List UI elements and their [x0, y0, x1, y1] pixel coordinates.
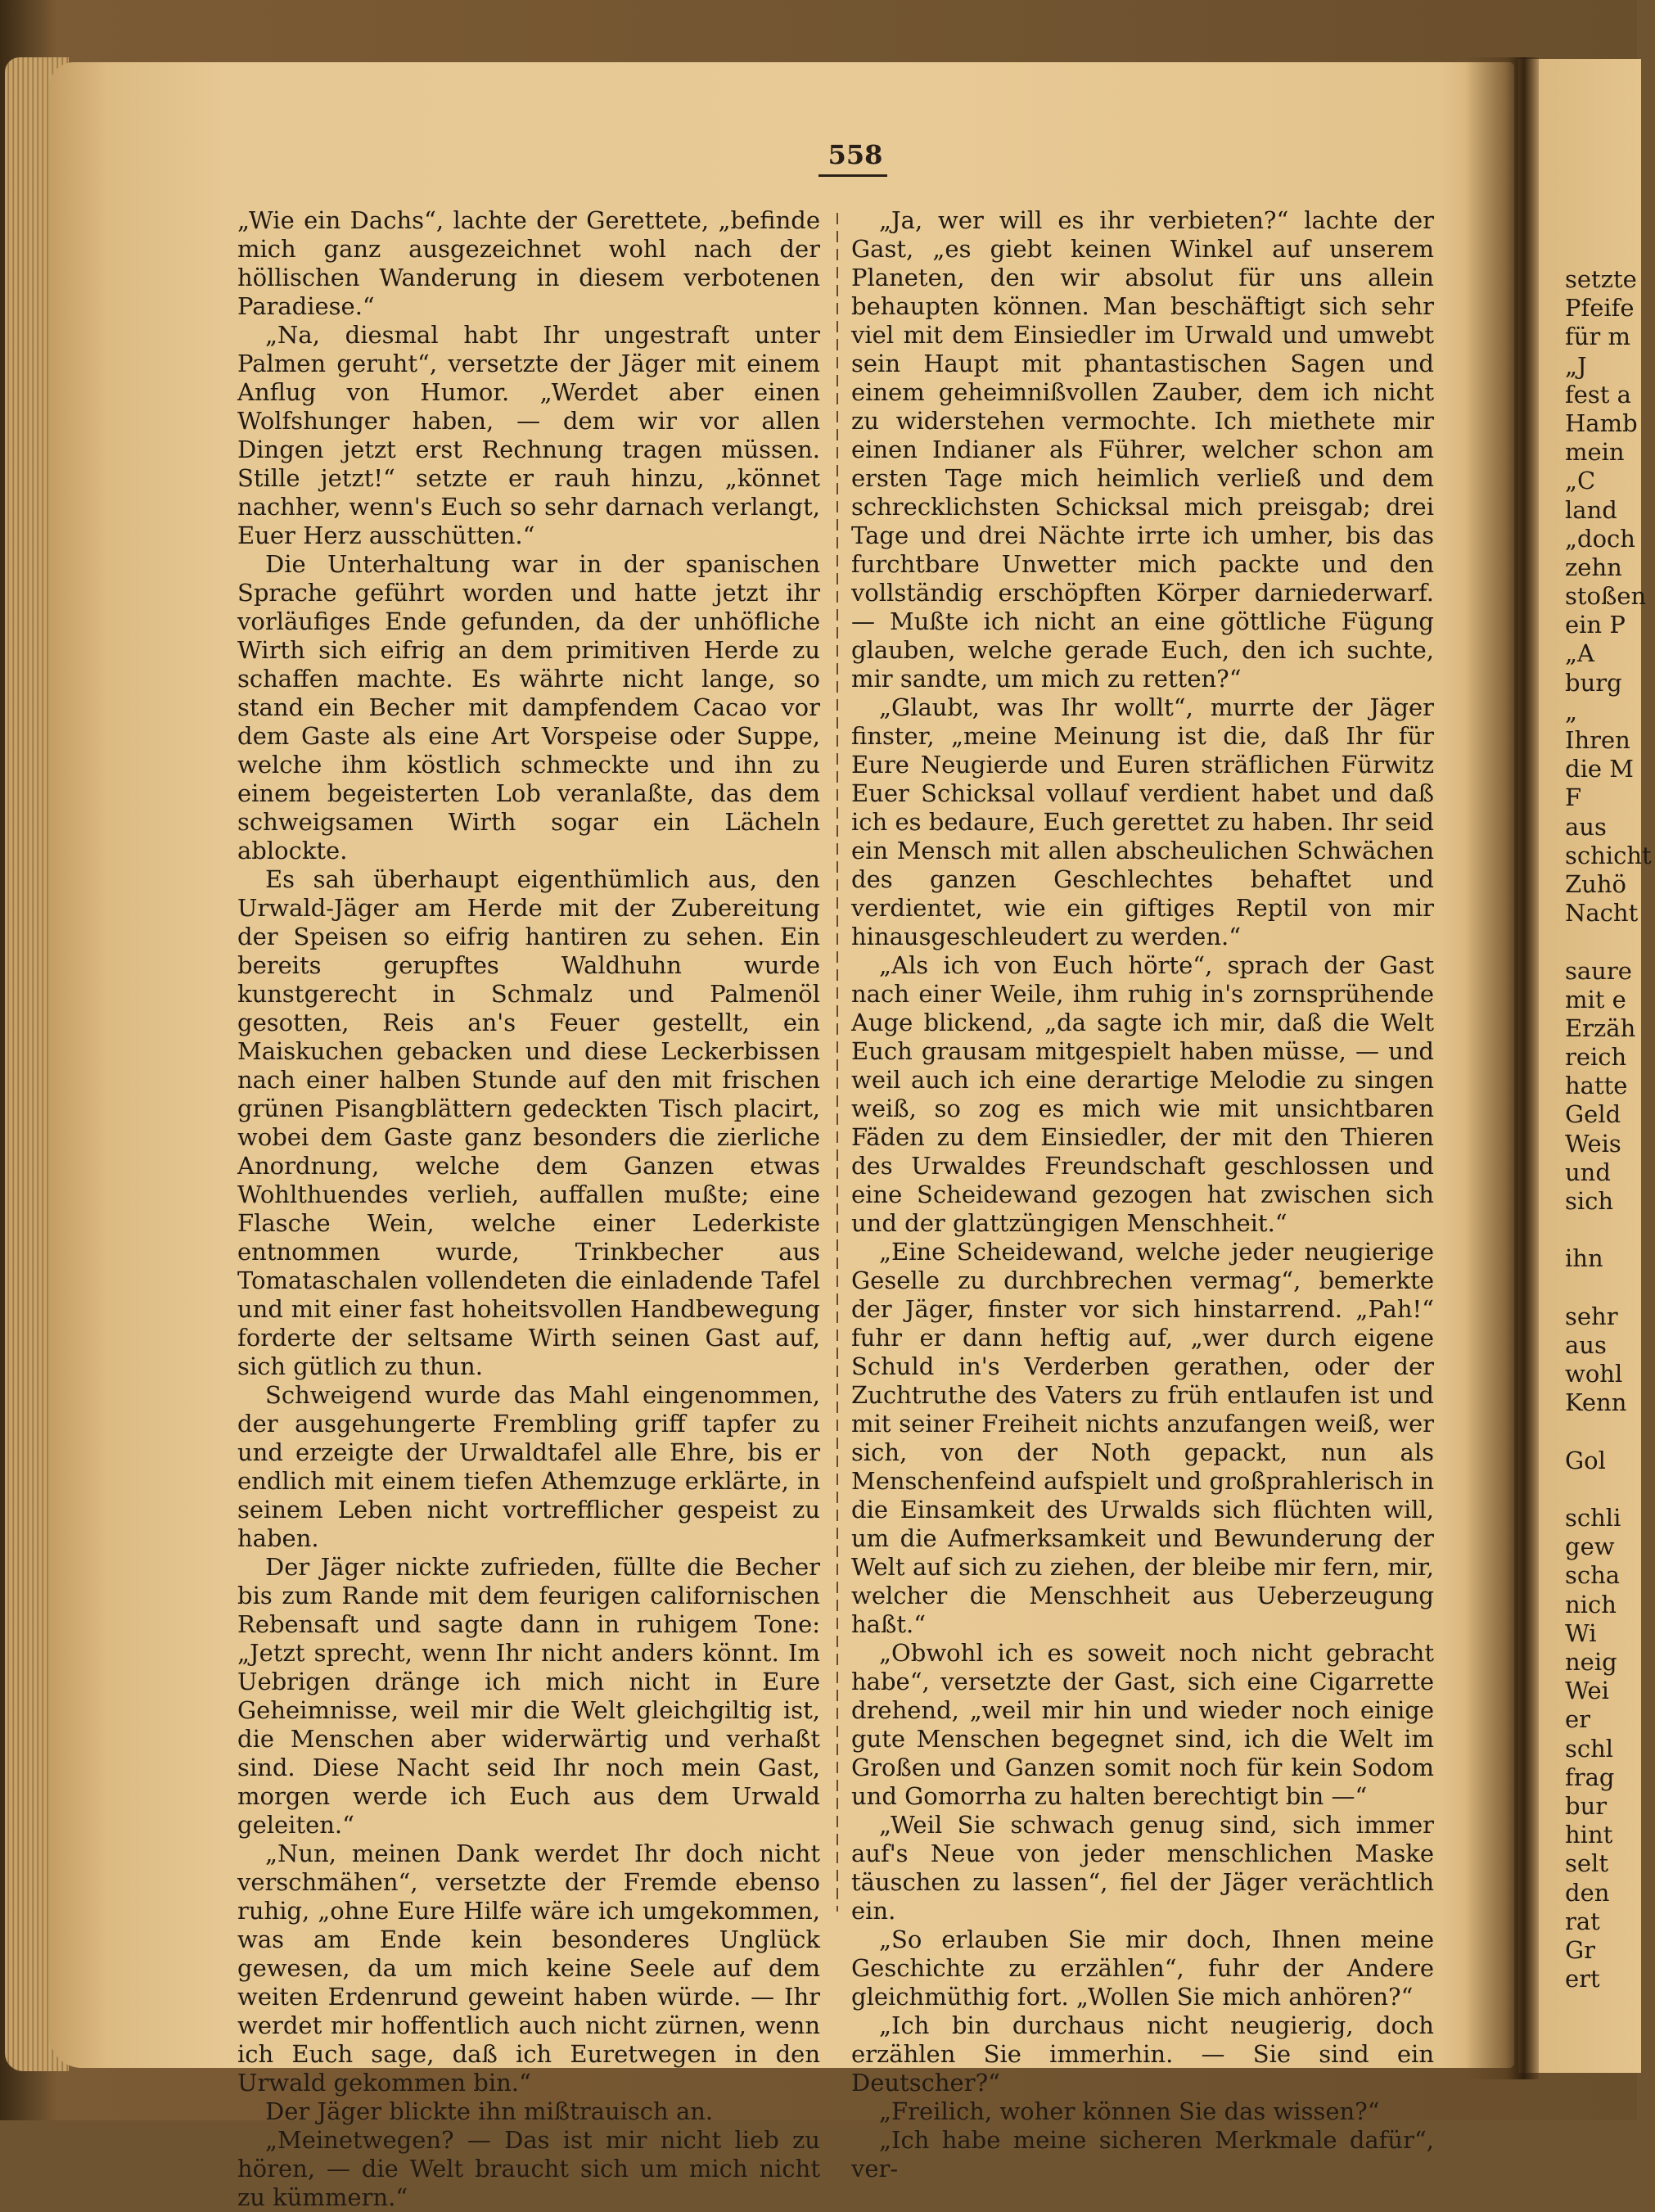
- next-page-fragment: schli: [1565, 1504, 1621, 1533]
- next-page-fragment: sehr: [1565, 1302, 1618, 1330]
- next-page-fragment: hatte: [1565, 1072, 1628, 1100]
- next-page-fragment: und: [1565, 1158, 1611, 1186]
- page-number: 558: [828, 139, 883, 170]
- next-page-fragment: Weis: [1565, 1129, 1621, 1158]
- next-page-fragment: „doch: [1565, 524, 1635, 553]
- next-page-fragment: er: [1565, 1705, 1591, 1734]
- next-page-fragment: den: [1565, 1878, 1610, 1907]
- paragraph: „Nun, meinen Dank werdet Ihr doch nicht verschmähen“, versetzte der Fremde ebenso ruhig, „ohne Eure Hilfe wäre ich umgekommen, was am Ende kein besonderes Unglück gewesen, da um mich keine Seele auf dem weiten Erdenrund geweint haben würde. — Ihr werdet mir hoffentlich auch nicht zürnen, wenn ich Euch sage, daß ich Euretwegen in den Urwald gekommen bin.“: [237, 1840, 820, 2097]
- page-number-rule: [818, 174, 887, 177]
- next-page-fragment: saure: [1565, 956, 1632, 985]
- right-column: [851, 206, 1434, 2183]
- next-page-fragment: setzte: [1565, 265, 1637, 293]
- next-page-fragment: sich: [1565, 1187, 1614, 1215]
- next-page-fragment: ert: [1565, 1965, 1600, 1993]
- column-divider: [837, 213, 838, 1912]
- next-page-fragment: frag: [1565, 1763, 1615, 1791]
- next-page-fragment: neig: [1565, 1648, 1617, 1676]
- next-page-fragment: Nacht: [1565, 899, 1639, 928]
- paragraph: „Als ich von Euch hörte“, sprach der Gast nach einer Weile, ihm ruhig in's zornsprühende Auge blickend, „da sagte ich mir, daß die Welt Euch grausam mitgespielt haben müsse, — und weil auch ich eine derartige Melodie zu singen weiß, so zog es mich wie mit unsichtbaren Fäden zu dem Einsiedler, der mit den Thieren des Urwaldes Freundschaft geschlossen und eine Scheidewand gezogen hat zwischen sich und der glattzüngigen Menschheit.“: [851, 951, 1434, 1237]
- next-page-fragment: land: [1565, 495, 1617, 524]
- next-page-fragment: „C: [1565, 467, 1596, 495]
- next-page-fragment: „: [1565, 697, 1578, 725]
- next-page-fragment: schl: [1565, 1734, 1614, 1763]
- next-page-fragment: [1565, 1418, 1655, 1447]
- paragraph: „Meinetwegen? — Das ist mir nicht lieb zu hören, — die Welt braucht sich um mich nicht zu kümmern.“: [237, 2126, 820, 2211]
- next-page-fragment: F: [1565, 783, 1582, 812]
- next-page-fragment: „J: [1565, 351, 1587, 380]
- next-page-fragment: [1565, 1475, 1655, 1504]
- next-page-fragment: „A: [1565, 639, 1594, 668]
- paragraph: „Ich habe meine sicheren Merkmale dafür“, ver-: [851, 2126, 1434, 2183]
- next-page-fragment: rat: [1565, 1907, 1600, 1935]
- next-page-fragment: Geld: [1565, 1100, 1621, 1129]
- paragraph: „Ja, wer will es ihr verbieten?“ lachte der Gast, „es giebt keinen Winkel auf unserem Planeten, den wir absolut für uns allein behaupten können. Man beschäftigt sich sehr viel mit dem Einsiedler im Urwald und umwebt sein Haupt mit phantastischen Sagen und einem geheimnißvollen Zauber, dem ich nicht zu widerstehen vermochte. Ich miethete mir einen Indianer als Führer, welcher schon am ersten Tage mich heimlich verließ und dem schrecklichsten Schicksal mich preisgab; drei Tage und drei Nächte irrte ich umher, bis das furchtbare Unwetter mich packte und den vollständig erschöpften Körper darniederwarf. — Mußte ich nicht an eine göttliche Fügung glauben, welche gerade Euch, den ich suchte, mir sandte, um mich zu retten?“: [851, 206, 1434, 693]
- next-page-fragment: mit e: [1565, 985, 1626, 1013]
- left-column: [237, 206, 820, 2212]
- paragraph: Der Jäger nickte zufrieden, füllte die Becher bis zum Rande mit dem feurigen californischen Rebensaft und sagte dann in ruhigem Tone: „Jetzt sprecht, wenn Ihr nicht anders könnt. Im Uebrigen dränge ich mich nicht in Eure Geheimnisse, weil mir die Welt gleichgiltig ist, die Menschen aber widerwärtig und verhaßt sind. Diese Nacht seid Ihr noch mein Gast, morgen werde ich Euch aus dem Urwald geleiten.“: [237, 1553, 820, 1839]
- paragraph: „So erlauben Sie mir doch, Ihnen meine Geschichte zu erzählen“, fuhr der Andere gleichmüthig fort. „Wollen Sie mich anhören?“: [851, 1925, 1434, 2011]
- paragraph: Der Jäger blickte ihn mißtrauisch an.: [265, 2097, 714, 2125]
- next-page-fragment: stoßen: [1565, 582, 1647, 611]
- next-page-fragment: gew: [1565, 1533, 1615, 1561]
- paragraph: „Eine Scheidewand, welche jeder neugierige Geselle zu durchbrechen vermag“, bemerkte der Jäger, finster vor sich hinstarrend. „Pah!“ fuhr er dann heftig auf, „wer durch eigene Schuld in's Verderben gerathen, oder der Zuchtruthe des Vaters zu früh entlaufen ist und mit seiner Freiheit nichts anzufangen weiß, wer sich, von der Noth gepackt, nun als Menschenfeind aufspielt und großprahlerisch in die Einsamkeit des Urwalds sich flüchten will, um die Aufmerksamkeit und Bewunderung der Welt auf sich zu ziehen, der bleibe mir fern, mir, welcher die Menschheit aus Ueberzeugung haßt.“: [851, 1238, 1434, 1638]
- next-page-fragment: Pfeife: [1565, 294, 1635, 323]
- next-page-fragment: [1565, 928, 1655, 956]
- paragraph: Es sah überhaupt eigenthümlich aus, den Urwald-Jäger am Herde mit der Zubereitung der Speisen so eifrig hantiren zu sehen. Ein bereits gerupftes Waldhuhn wurde kunstgerecht in Schmalz und Palmenöl gesotten, Reis an's Feuer gestellt, ein Maiskuchen gebacken und diese Leckerbissen nach einer halben Stunde auf den mit frischen grünen Pisangblättern gedeckten Tisch placirt, wobei dem Gaste ganz besonders die zierliche Anordnung, welche dem Ganzen etwas Wohlthuendes verlieh, auffallen mußte; eine Flasche Wein, welche einer Lederkiste entnommen wurde, Trinkbecher aus Tomataschalen vollendeten die einladende Tafel und mit einer fast hoheitsvollen Handbewegung forderte der seltsame Wirth seinen Gast auf, sich gütlich zu thun.: [237, 865, 820, 1380]
- next-page-fragment: für m: [1565, 323, 1630, 351]
- next-page-fragment: bur: [1565, 1791, 1608, 1820]
- next-page-fragment: Hamb: [1565, 409, 1638, 437]
- paragraph: Die Unterhaltung war in der spanischen Sprache geführt worden und hatte jetzt ihr vorläufiges Ende gefunden, da der unhöfliche Wirth sich eifrig an dem primitiven Herde zu schaffen machte. Es währte nicht lange, so stand ein Becher mit dampfendem Cacao vor dem Gaste als eine Art Vorspeise oder Suppe, welche ihm köstlich schmeckte und ihn zu einem begeisterten Lob veranlaßte, das dem schweigsamen Wirth sogar ein Lächeln ablockte.: [237, 550, 820, 864]
- next-page-fragment: zehn: [1565, 553, 1622, 581]
- paragraph: „Freilich, woher können Sie das wissen?“: [879, 2097, 1380, 2125]
- paragraph: „Obwohl ich es soweit noch nicht gebracht habe“, versetzte der Gast, sich eine Cigarrette drehend, „weil mir hin und wieder noch einige gute Menschen begegnet sind, ich die Welt im Großen und Ganzen somit noch für kein Sodom und Gomorrha zu halten berechtigt bin —“: [851, 1639, 1434, 1810]
- next-page-fragment: aus: [1565, 812, 1607, 841]
- next-page-fragment: Ihren: [1565, 726, 1630, 754]
- next-page-fragment: ihn: [1565, 1244, 1603, 1273]
- next-page-fragment: [1565, 1216, 1655, 1244]
- paragraph: „Na, diesmal habt Ihr ungestraft unter Palmen geruht“, versetzte der Jäger mit einem Anflug von Humor. „Werdet aber einen Wolfshunger haben, — dem wir vor allen Dingen jetzt erst Rechnung tragen müssen. Stille jetzt!“ setzte er rauh hinzu, „könnet nachher, wenn's Euch so sehr darnach verlangt, Euer Herz ausschütten.“: [237, 321, 820, 549]
- next-page-fragment: Erzäh: [1565, 1013, 1636, 1042]
- next-page-fragment: nich: [1565, 1590, 1617, 1618]
- next-page-fragment: aus: [1565, 1330, 1607, 1359]
- paragraph: „Wie ein Dachs“, lachte der Gerettete, „befinde mich ganz ausgezeichnet wohl nach der höllischen Wanderung in diesem verbotenen Paradiese.“: [237, 206, 820, 320]
- next-page-fragment: scha: [1565, 1561, 1621, 1590]
- next-page-fragment: reich: [1565, 1043, 1627, 1072]
- next-page-fragment: Wi: [1565, 1618, 1597, 1647]
- gutter-shadow: [1465, 57, 1539, 2079]
- next-page-fragment: Gr: [1565, 1935, 1596, 1964]
- next-page-fragment: [1565, 1274, 1655, 1302]
- paragraph: „Ich bin durchaus nicht neugierig, doch erzählen Sie immerhin. — Sie sind ein Deutscher?“: [851, 2011, 1434, 2097]
- next-page-fragment: burg: [1565, 668, 1622, 697]
- next-page-fragment: Wei: [1565, 1677, 1609, 1705]
- next-page-fragment: ein P: [1565, 611, 1626, 639]
- next-page-fragment: schicht: [1565, 841, 1652, 869]
- next-page-fragment: fest a: [1565, 380, 1631, 409]
- next-page-fragment: mein: [1565, 438, 1625, 467]
- next-page-fragment: Gol: [1565, 1446, 1606, 1474]
- next-page-fragment: wohl: [1565, 1360, 1623, 1388]
- paragraph: Schweigend wurde das Mahl eingenommen, der ausgehungerte Frembling griff tapfer zu und erzeigte der Urwaldtafel alle Ehre, bis er endlich mit einem tiefen Athemzuge erklärte, in seinem Leben nicht vortrefflicher gespeist zu haben.: [237, 1381, 820, 1552]
- next-page-fragment: hint: [1565, 1821, 1613, 1849]
- paragraph: „Weil Sie schwach genug sind, sich immer auf's Neue von jeder menschlichen Maske täuschen zu lassen“, fiel der Jäger verächtlich ein.: [851, 1811, 1434, 1925]
- next-page-fragment: die M: [1565, 755, 1634, 783]
- next-page-fragment: Kenn: [1565, 1388, 1627, 1417]
- next-page-fragments: [1565, 265, 1655, 1993]
- next-page-fragment: selt: [1565, 1849, 1608, 1878]
- paragraph: „Glaubt, was Ihr wollt“, murrte der Jäger finster, „meine Meinung ist die, daß Ihr für Eure Neugierde und Euren sträflichen Fürwitz Euer Schicksal vollauf verdient habet und daß ich es bedaure, Euch gerettet zu haben. Ihr seid ein Mensch mit allen abscheulichen Schwächen des ganzen Geschlechtes behaftet und verdientet, wie ein giftiges Reptil von mir hinausgeschleudert zu werden.“: [851, 693, 1434, 950]
- next-page-fragment: Zuhö: [1565, 869, 1626, 898]
